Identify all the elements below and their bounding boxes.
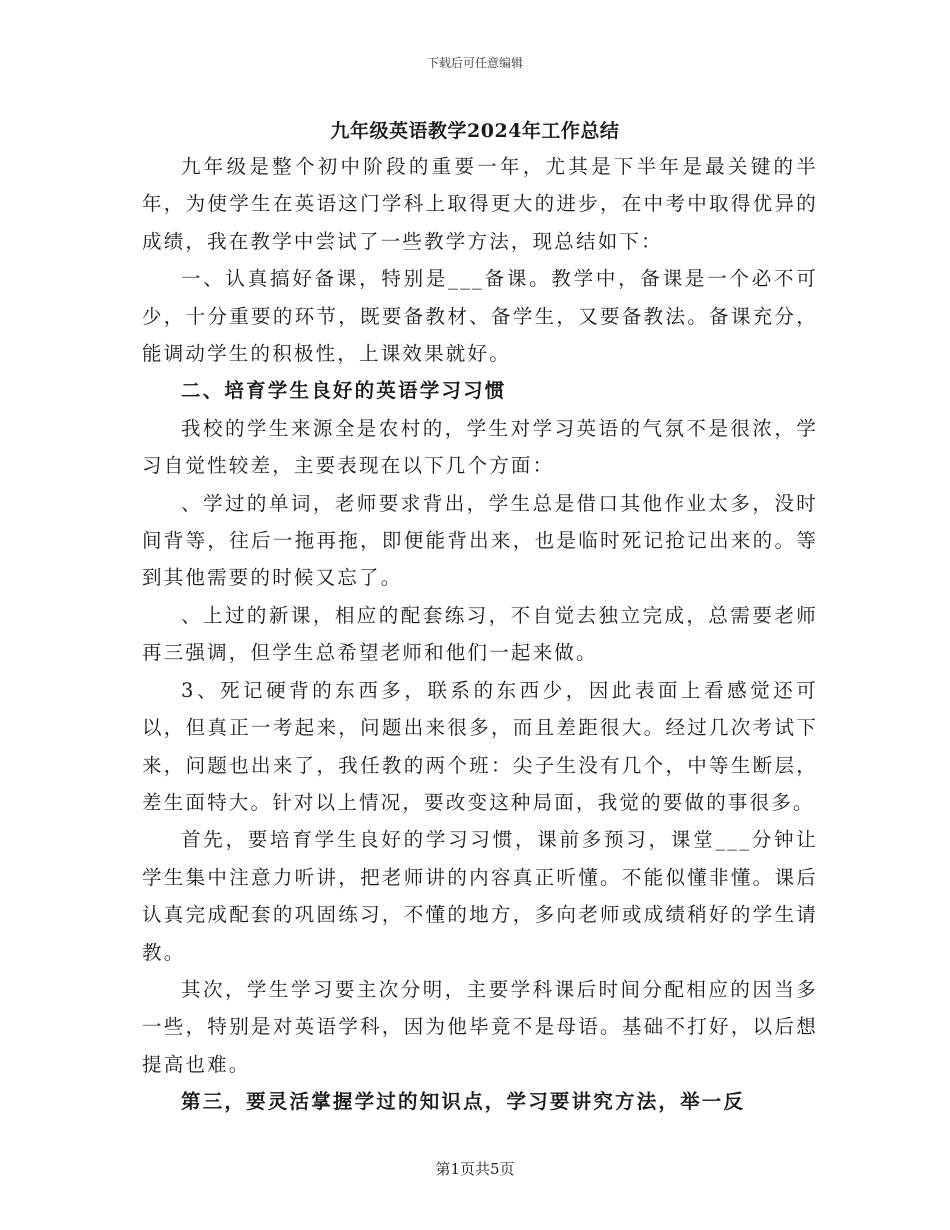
header-note: 下载后可任意编辑 [426,56,523,70]
document-body [142,148,818,1121]
section-one-paragraph: 一、认真搞好备课，特别是___备课。教学中，备课是一个必不可少，十分重要的环节，既要备教材、备学生，又要备教法。备课充分，能调动学生的积极性，上课效果就好。 [142,267,818,366]
issue-rote-learning-paragraph: 3、死记硬背的东西多，联系的东西少，因此表面上看感觉还可以，但真正一考起来，问题出来很多，而且差距很大。经过几次考试下来，问题也出来了，我任教的两个班：尖子生没有几个，中等生断层，差生面特大。针对以上情况，要改变这种局面，我觉的要做的事很多。 [142,678,818,814]
section-two-heading: 二、培育学生良好的英语学习习惯 [181,379,507,403]
student-background-paragraph: 我校的学生来源全是农村的，学生对学习英语的气氛不是很浓，学习自觉性较差，主要表现在以下几个方面： [142,416,818,478]
issue-vocabulary-paragraph: 、学过的单词，老师要求背出，学生总是借口其他作业太多，没时间背等，往后一拖再拖，即便能背出来，也是临时死记抢记出来的。等到其他需要的时候又忘了。 [142,491,818,590]
first-measure-paragraph: 首先，要培育学生良好的学习习惯，课前多预习，课堂___分钟让学生集中注意力听讲，把老师讲的内容真正听懂。不能似懂非懂。课后认真完成配套的巩固练习，不懂的地方，多向老师或成绩稍好的学生请教。 [142,828,818,964]
third-measure-heading: 第三，要灵活掌握学过的知识点，学习要讲究方法，举一反 [181,1090,746,1114]
issue-exercises-paragraph: 、上过的新课，相应的配套练习，不自觉去独立完成，总需要老师再三强调，但学生总希望老师和他们一起来做。 [142,603,818,665]
document-title: 九年级英语教学2024年工作总结 [330,120,620,142]
intro-paragraph: 九年级是整个初中阶段的重要一年，尤其是下半年是最关键的半年，为使学生在英语这门学科上取得更大的进步，在中考中取得优异的成绩，我在教学中尝试了一些教学方法，现总结如下： [142,155,818,253]
page-number-footer: 第1页共5页 [435,1160,515,1178]
second-measure-paragraph: 其次，学生学习要主次分明，主要学科课后时间分配相应的因当多一些，特别是对英语学科，因为他毕竟不是母语。基础不打好，以后想提高也难。 [142,977,818,1076]
